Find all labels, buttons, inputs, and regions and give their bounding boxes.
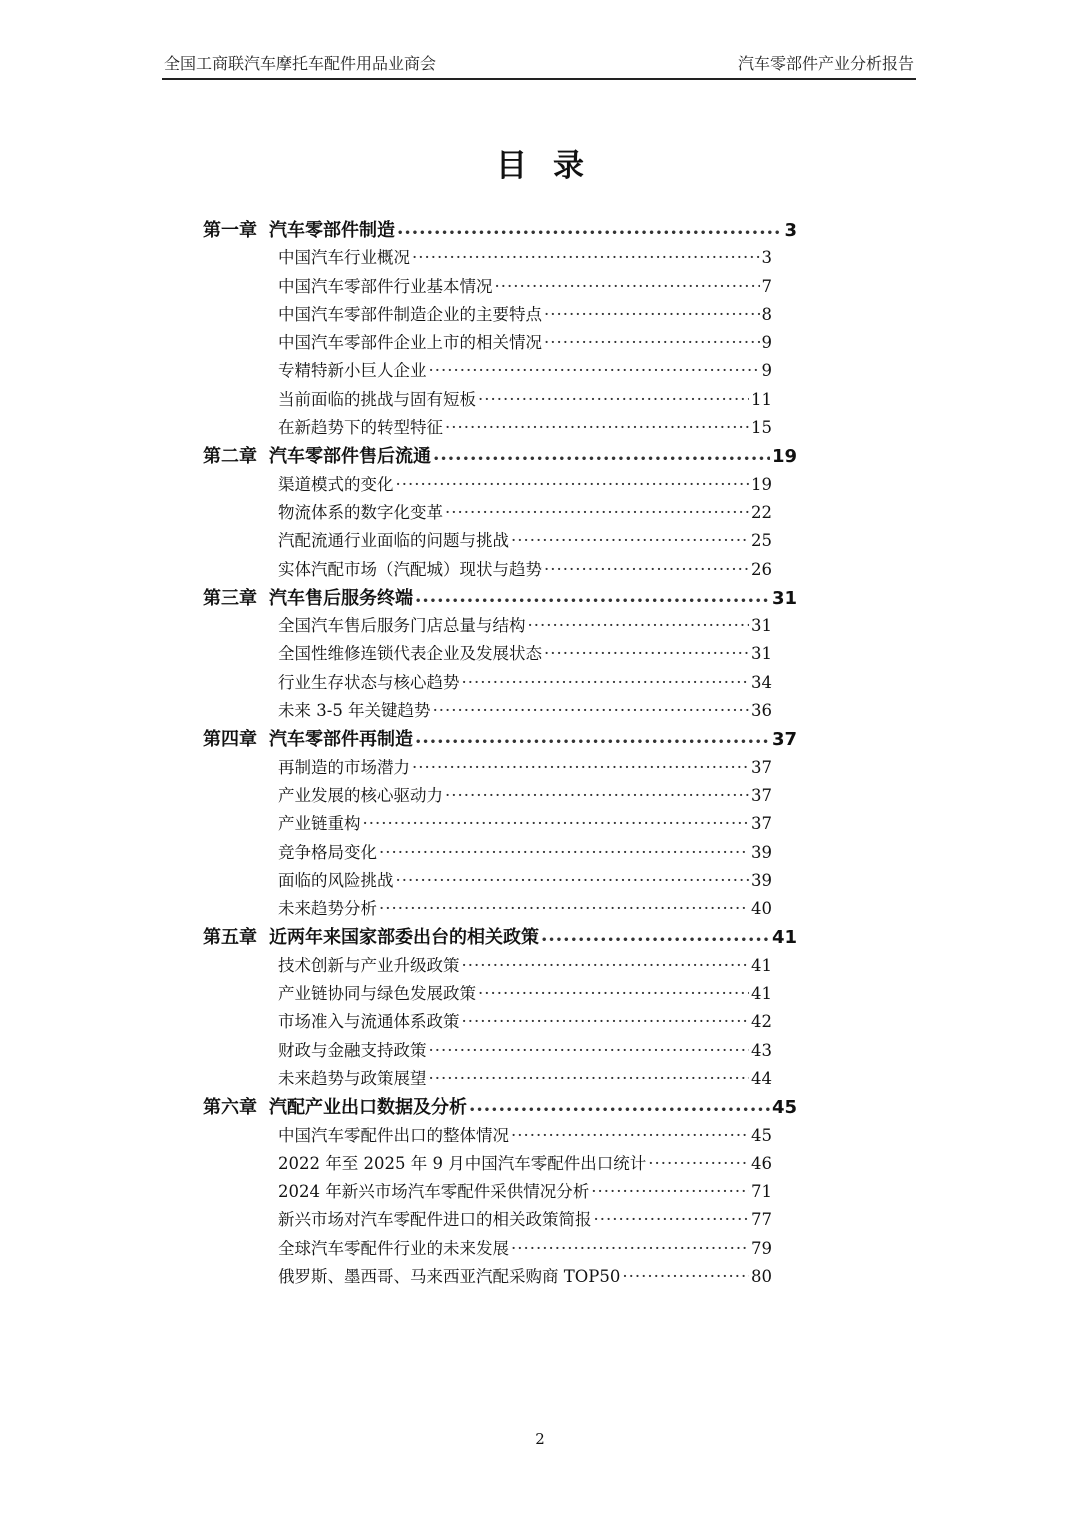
toc-section-entry[interactable]	[203, 1065, 772, 1093]
section-page-number: 39	[751, 842, 772, 862]
page-header	[162, 52, 916, 80]
toc-section-entry[interactable]	[203, 386, 772, 414]
section-page-number: 41	[751, 984, 772, 1004]
toc-section-entry[interactable]	[203, 1235, 772, 1263]
toc-section-entry[interactable]	[203, 1263, 772, 1291]
toc-section-entry[interactable]	[203, 1206, 772, 1234]
section-page-number: 31	[751, 616, 772, 636]
chapter-title: 汽车售后服务终端	[269, 587, 413, 609]
section-page-number: 19	[751, 474, 772, 494]
section-title: 中国汽车零部件行业基本情况	[278, 276, 493, 296]
section-page-number: 15	[751, 418, 772, 438]
section-title: 竞争格局变化	[278, 842, 377, 862]
section-page-number: 37	[751, 814, 772, 834]
toc-section-entry[interactable]	[203, 697, 772, 725]
toc-section-entry[interactable]	[203, 612, 772, 640]
dot-leader	[445, 418, 749, 437]
dot-leader	[429, 1069, 750, 1088]
dot-leader	[511, 1239, 749, 1258]
dot-leader	[528, 616, 750, 635]
section-title: 专精特新小巨人企业	[278, 361, 427, 381]
section-page-number: 3	[761, 248, 772, 268]
section-page-number: 46	[751, 1153, 772, 1173]
toc-section-entry[interactable]	[203, 556, 772, 584]
section-title: 产业发展的核心驱动力	[278, 785, 443, 805]
section-title: 2024 年新兴市场汽车零配件采供情况分析	[278, 1182, 590, 1202]
toc-chapter-entry[interactable]	[203, 725, 797, 753]
dot-leader	[412, 758, 749, 777]
section-page-number: 40	[751, 899, 772, 919]
section-page-number: 11	[751, 389, 772, 409]
section-title: 技术创新与产业升级政策	[278, 955, 460, 975]
toc-chapter-entry[interactable]	[203, 442, 797, 470]
section-title: 全国性维修连锁代表企业及发展状态	[278, 644, 542, 664]
toc-section-entry[interactable]	[203, 414, 772, 442]
dot-leader	[412, 248, 760, 267]
dot-leader	[379, 843, 749, 862]
chapter-title: 汽车零部件再制造	[269, 729, 413, 751]
chapter-number: 第六章	[203, 1097, 257, 1119]
section-page-number: 9	[761, 361, 772, 381]
section-page-number: 79	[751, 1238, 772, 1258]
section-title: 未来 3-5 年关键趋势	[278, 701, 431, 721]
toc-section-entry[interactable]	[203, 527, 772, 555]
toc-section-entry[interactable]	[203, 357, 772, 385]
header-organization: 全国工商联汽车摩托车配件用品业商会	[164, 54, 437, 73]
chapter-number: 第四章	[203, 729, 257, 751]
dot-leader	[544, 333, 760, 352]
section-title: 全国汽车售后服务门店总量与结构	[278, 616, 526, 636]
page-title: 目录	[496, 148, 610, 184]
section-page-number: 39	[751, 870, 772, 890]
dot-leader	[462, 673, 750, 692]
toc-chapter-entry[interactable]	[203, 584, 797, 612]
chapter-page-number: 31	[771, 587, 797, 609]
dot-leader	[544, 305, 760, 324]
toc-section-entry[interactable]	[203, 782, 772, 810]
toc-section-entry[interactable]	[203, 867, 772, 895]
section-page-number: 44	[751, 1068, 772, 1088]
toc-section-entry[interactable]	[203, 1122, 772, 1150]
dot-leader	[544, 560, 749, 579]
section-title: 实体汽配市场（汽配城）现状与趋势	[278, 559, 542, 579]
section-title: 全球汽车零配件行业的未来发展	[278, 1238, 509, 1258]
section-title: 市场准入与流通体系政策	[278, 1012, 460, 1032]
section-title: 中国汽车零部件制造企业的主要特点	[278, 304, 542, 324]
chapter-number: 第五章	[203, 927, 257, 949]
dot-leader	[415, 729, 770, 750]
section-page-number: 31	[751, 644, 772, 664]
dot-leader	[363, 814, 750, 833]
toc-section-entry[interactable]	[203, 839, 772, 867]
section-page-number: 34	[751, 672, 772, 692]
dot-leader	[462, 1012, 750, 1031]
dot-leader	[622, 1267, 749, 1286]
dot-leader	[478, 390, 749, 409]
toc-section-entry[interactable]	[203, 669, 772, 697]
toc-section-entry[interactable]	[203, 640, 772, 668]
section-page-number: 8	[761, 304, 772, 324]
toc-chapter-entry[interactable]	[203, 216, 797, 244]
dot-leader	[433, 446, 770, 467]
chapter-title: 汽车零部件售后流通	[269, 446, 431, 468]
toc-section-entry[interactable]	[203, 273, 772, 301]
section-page-number: 71	[751, 1182, 772, 1202]
dot-leader	[511, 1126, 749, 1145]
toc-section-entry[interactable]	[203, 980, 772, 1008]
toc-section-entry[interactable]	[203, 895, 772, 923]
section-title: 中国汽车零部件企业上市的相关情况	[278, 333, 542, 353]
toc-section-entry[interactable]	[203, 810, 772, 838]
dot-leader	[429, 1041, 750, 1060]
dot-leader	[648, 1154, 749, 1173]
dot-leader	[397, 220, 782, 241]
toc-chapter-entry[interactable]	[203, 923, 797, 951]
toc-section-entry[interactable]	[203, 952, 772, 980]
section-title: 中国汽车零配件出口的整体情况	[278, 1125, 509, 1145]
section-page-number: 45	[751, 1125, 772, 1145]
toc-chapter-entry[interactable]	[203, 1093, 797, 1121]
toc-section-entry[interactable]	[203, 1008, 772, 1036]
section-title: 物流体系的数字化变革	[278, 502, 443, 522]
dot-leader	[478, 984, 749, 1003]
table-of-contents	[203, 216, 797, 1291]
section-page-number: 80	[751, 1266, 772, 1286]
dot-leader	[469, 1097, 770, 1118]
dot-leader	[429, 361, 760, 380]
page-number: 2	[535, 1430, 545, 1448]
chapter-number: 第二章	[203, 446, 257, 468]
section-title: 当前面临的挑战与固有短板	[278, 389, 476, 409]
toc-section-entry[interactable]	[203, 499, 772, 527]
section-page-number: 9	[761, 333, 772, 353]
chapter-page-number: 45	[771, 1097, 797, 1119]
dot-leader	[462, 956, 750, 975]
chapter-page-number: 37	[771, 729, 797, 751]
section-page-number: 26	[751, 559, 772, 579]
chapter-title: 汽车零部件制造	[269, 220, 395, 241]
chapter-number: 第一章	[203, 220, 257, 241]
section-page-number: 77	[751, 1210, 772, 1230]
toc-section-entry[interactable]	[203, 1037, 772, 1065]
section-page-number: 22	[751, 502, 772, 522]
section-title: 渠道模式的变化	[278, 474, 394, 494]
chapter-title: 汽配产业出口数据及分析	[269, 1097, 467, 1119]
dot-leader	[495, 277, 760, 296]
section-title: 未来趋势与政策展望	[278, 1068, 427, 1088]
dot-leader	[396, 475, 750, 494]
section-page-number: 43	[751, 1040, 772, 1060]
toc-section-entry[interactable]	[203, 1150, 772, 1178]
section-title: 面临的风险挑战	[278, 870, 394, 890]
dot-leader	[594, 1210, 750, 1229]
section-title: 俄罗斯、墨西哥、马来西亚汽配采购商 TOP50	[278, 1266, 621, 1286]
dot-leader	[445, 786, 749, 805]
dot-leader	[433, 701, 749, 720]
section-title: 在新趋势下的转型特征	[278, 418, 443, 438]
toc-section-entry[interactable]	[203, 1178, 772, 1206]
section-title: 行业生存状态与核心趋势	[278, 672, 460, 692]
toc-section-entry[interactable]	[203, 301, 772, 329]
toc-section-entry[interactable]	[203, 754, 772, 782]
section-page-number: 42	[751, 1012, 772, 1032]
section-title: 财政与金融支持政策	[278, 1040, 427, 1060]
section-title: 新兴市场对汽车零配件进口的相关政策简报	[278, 1210, 592, 1230]
section-title: 中国汽车行业概况	[278, 248, 410, 268]
dot-leader	[379, 899, 749, 918]
section-page-number: 25	[751, 531, 772, 551]
dot-leader	[415, 588, 770, 609]
chapter-page-number: 3	[784, 220, 797, 241]
section-title: 产业链重构	[278, 814, 361, 834]
toc-section-entry[interactable]	[203, 244, 772, 272]
dot-leader	[591, 1182, 749, 1201]
chapter-page-number: 41	[771, 927, 797, 949]
toc-section-entry[interactable]	[203, 471, 772, 499]
section-page-number: 36	[751, 701, 772, 721]
header-report-title: 汽车零部件产业分析报告	[737, 54, 914, 73]
chapter-title: 近两年来国家部委出台的相关政策	[269, 927, 539, 949]
toc-section-entry[interactable]	[203, 329, 772, 357]
chapter-number: 第三章	[203, 587, 257, 609]
section-page-number: 7	[761, 276, 772, 296]
section-title: 汽配流通行业面临的问题与挑战	[278, 531, 509, 551]
dot-leader	[511, 531, 749, 550]
dot-leader	[396, 871, 750, 890]
section-page-number: 37	[751, 757, 772, 777]
section-page-number: 37	[751, 785, 772, 805]
dot-leader	[541, 927, 770, 948]
dot-leader	[544, 644, 749, 663]
section-title: 2022 年至 2025 年 9 月中国汽车零配件出口统计	[278, 1153, 647, 1173]
section-title: 未来趋势分析	[278, 899, 377, 919]
section-page-number: 41	[751, 955, 772, 975]
section-title: 产业链协同与绿色发展政策	[278, 984, 476, 1004]
chapter-page-number: 19	[771, 446, 797, 468]
section-title: 再制造的市场潜力	[278, 757, 410, 777]
dot-leader	[445, 503, 749, 522]
